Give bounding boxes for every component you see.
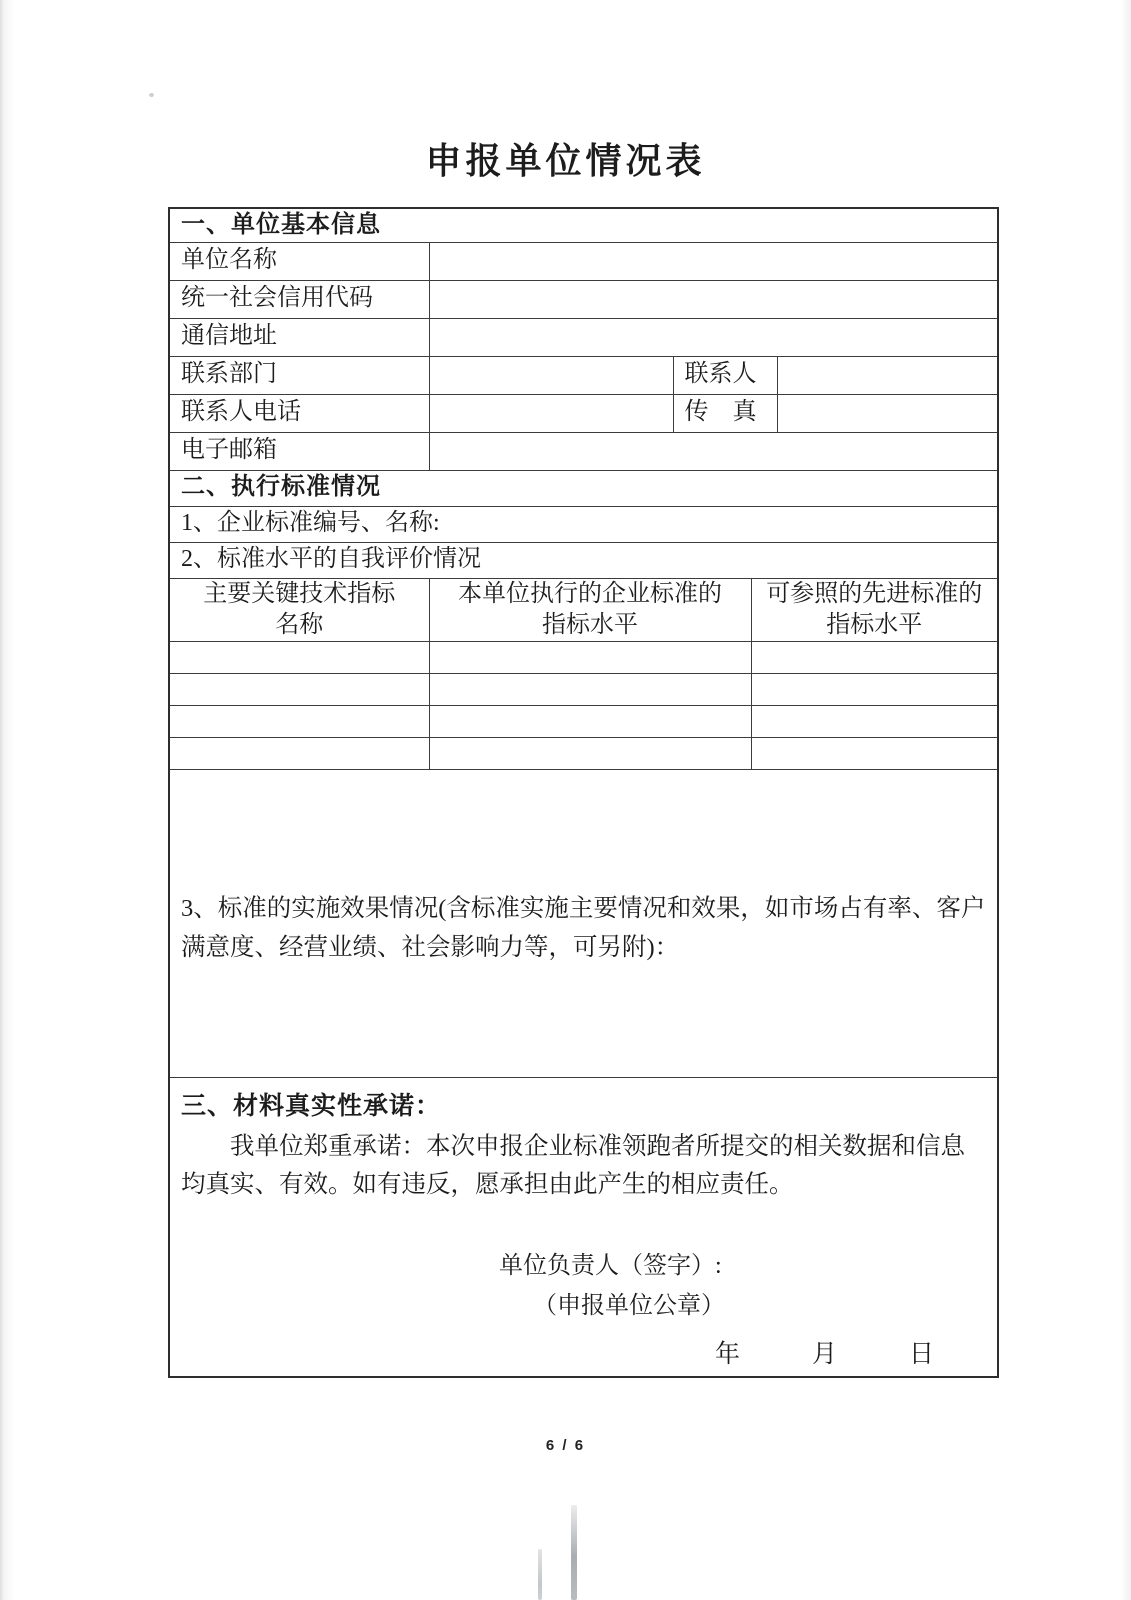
- scan-speck: [149, 93, 154, 97]
- field-value-fax: [777, 394, 998, 432]
- field-value-unit-name: [429, 242, 998, 280]
- implementation-effect-label: 3、标准的实施效果情况(含标准实施主要情况和效果，如市场占有率、客户满意度、经营业绩、社会影响力等，可另附)：: [181, 895, 986, 962]
- subtable-empty-row: [169, 737, 998, 769]
- section1-header-row: [169, 208, 998, 242]
- field-label-address: 通信地址: [169, 318, 429, 356]
- application-form-table: [168, 207, 999, 1378]
- commitment-cell: [169, 1077, 998, 1377]
- field-value-department: [429, 356, 673, 394]
- field-label-unit-name: 单位名称: [169, 242, 429, 280]
- field-value-credit-code: [429, 280, 998, 318]
- date-line: [181, 1339, 986, 1372]
- signature-block: [499, 1251, 759, 1322]
- table-row-unit-name: [169, 242, 998, 280]
- section3-header: 三、材料真实性承诺：: [181, 1093, 442, 1121]
- date-year-label: 年: [714, 1340, 740, 1368]
- field-value-contact-person: [777, 356, 998, 394]
- page-number: 6 / 6: [545, 1437, 586, 1454]
- section2-item3-row: [169, 769, 998, 1077]
- scan-artifact-mark: [571, 1505, 577, 1600]
- page-title: 申报单位情况表: [425, 141, 706, 181]
- table-row-phone: [169, 394, 998, 432]
- subtable-empty-row: [169, 641, 998, 673]
- field-label-fax: 传 真: [673, 394, 777, 432]
- column-header-advanced-level: 可参照的先进标准的 指标水平: [751, 578, 998, 641]
- column-header-indicator-name: 主要关键技术指标 名称: [169, 578, 429, 641]
- section2-header: 二、执行标准情况: [169, 470, 998, 506]
- scan-artifact-mark: [538, 1549, 542, 1600]
- field-label-contact-person: 联系人: [673, 356, 777, 394]
- table-row-department: [169, 356, 998, 394]
- scan-edge-shadow: [1121, 0, 1131, 1600]
- implementation-effect-cell: [169, 769, 998, 1077]
- signature-line: 单位负责人（签字）:: [499, 1253, 722, 1280]
- standard-number-name-label: 1、企业标准编号、名称:: [169, 506, 998, 542]
- section2-header-row: [169, 470, 998, 506]
- date-month-label: 月: [811, 1340, 837, 1368]
- self-evaluation-label: 2、标准水平的自我评价情况: [169, 542, 998, 578]
- subtable-empty-row: [169, 705, 998, 737]
- table-row-credit-code: [169, 280, 998, 318]
- field-label-department: 联系部门: [169, 356, 429, 394]
- table-row-address: [169, 318, 998, 356]
- subtable-empty-row: [169, 673, 998, 705]
- section3-row: [169, 1077, 998, 1377]
- official-seal-line: （申报单位公章）: [533, 1293, 725, 1320]
- section2-item2-row: [169, 542, 998, 578]
- column-header-enterprise-level: 本单位执行的企业标准的 指标水平: [429, 578, 751, 641]
- date-day-label: 日: [909, 1340, 935, 1368]
- field-value-address: [429, 318, 998, 356]
- section2-item1-row: [169, 506, 998, 542]
- commitment-text: 我单位郑重承诺：本次申报企业标准领跑者所提交的相关数据和信息均真实、有效。如有违反，愿承担由此产生的相应责任。: [181, 1132, 965, 1199]
- field-label-phone: 联系人电话: [169, 394, 429, 432]
- section1-header: 一、单位基本信息: [169, 208, 998, 242]
- field-value-email: [429, 432, 998, 470]
- field-value-phone: [429, 394, 673, 432]
- subtable-column-header-row: [169, 578, 998, 641]
- field-label-credit-code: 统一社会信用代码: [169, 280, 429, 318]
- field-label-email: 电子邮箱: [169, 432, 429, 470]
- table-row-email: [169, 432, 998, 470]
